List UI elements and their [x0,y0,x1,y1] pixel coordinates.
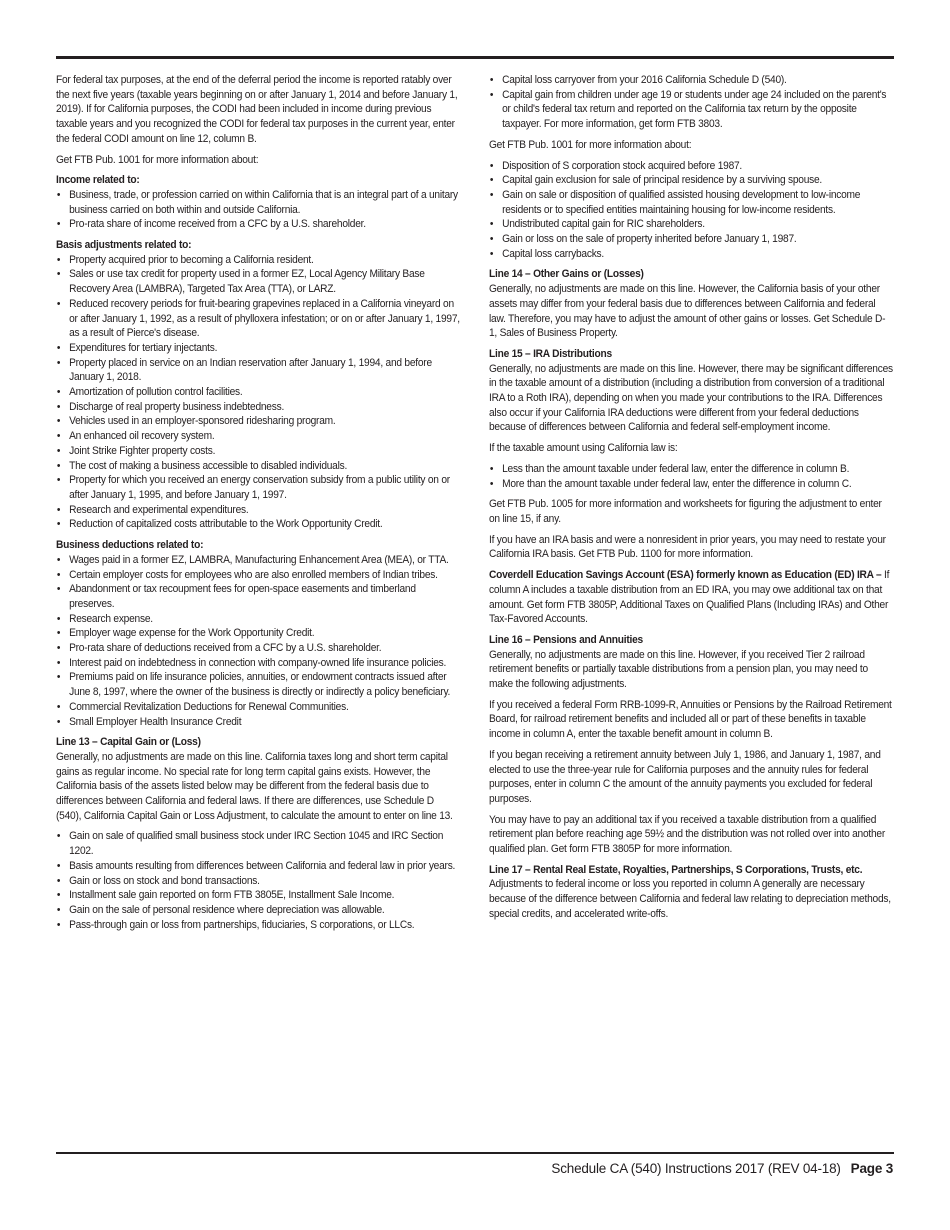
list-item: • Property for which you received an energy conservation subsidy from a public utility on or after January 1, 1995, and before January 1, 1997. [56,473,460,502]
list-item: • More than the amount taxable under federal law, enter the difference in column C. [489,477,893,492]
list-item: • Expenditures for tertiary injectants. [56,341,460,356]
deductions-heading: Business deductions related to: [56,539,204,552]
line16-annuity-text: If you began receiving a retirement annuity between July 1, 1986, and January 1, 1987, and elected to use the three-year rule for California purposes and the annuity rules for federal purposes, enter in column C the amount of the annuity payments you excluded for federal purposes. [489,748,881,805]
line16-text: Generally, no adjustments are made on this line. However, if you received Tier 2 railroad retirement benefits or partially taxable distributions from a pension plan, you may need to make the following adjustments. [489,648,868,691]
list-item: • Gain on sale or disposition of qualified assisted housing development to low-income residents or to specified entities maintaining housing for low-income residents. [489,188,893,217]
list-item: • Basis amounts resulting from differences between California and federal law in prior years. [56,859,460,874]
line15-pub1005-text: Get FTB Pub. 1005 for more information and worksheets for figuring the adjustment to enter on line 15, if any. [489,498,882,525]
income-heading: Income related to: [56,174,140,187]
list-item: • Discharge of real property business indebtedness. [56,400,460,415]
line14-section [489,267,893,341]
list-item: • The cost of making a business accessible to disabled individuals. [56,459,460,474]
line14-heading: Line 14 – Other Gains or (Losses) [489,268,644,281]
line15-list [489,462,893,491]
page-footer [551,1161,893,1176]
list-item: • Pro-rata share of income received from a CFC by a U.S. shareholder. [56,217,460,232]
list-item: • Property acquired prior to becoming a California resident. [56,253,460,268]
list-item: • Capital gain from children under age 19 or students under age 24 included on the parent's or child's federal tax return and reported on the California tax return by the opposite taxpayer. For more information, get form FTB 3803. [489,88,893,132]
list-item: • Capital loss carrybacks. [489,247,893,262]
list-item: • Installment sale gain reported on form FTB 3805E, Installment Sale Income. [56,888,460,903]
list-item: • Sales or use tax credit for property used in a former EZ, Local Agency Military Base Recovery Area (LAMBRA), Targeted Tax Area (TTA), or LARZ. [56,267,460,296]
line17-text: Adjustments to federal income or loss you reported in column A generally are necessary because of the difference between California and federal law relating to depreciation methods, special credits, and accelerated write-offs. [489,878,891,920]
list-item: • Joint Strike Fighter property costs. [56,444,460,459]
right-column [489,73,893,928]
list-item: • Disposition of S corporation stock acquired before 1987. [489,159,893,174]
income-list [56,188,460,232]
list-item: • Reduced recovery periods for fruit-bearing grapevines replaced in a California vineyard on or after January 1, 1992, as a result of phylloxera infestation; or on or after January 1, 1997, as a result of Pierce's disease. [56,297,460,341]
list-item: • Capital loss carryover from your 2016 California Schedule D (540). [489,73,893,88]
header-rule [56,56,894,59]
list-item: • Gain on sale of qualified small business stock under IRC Section 1045 and IRC Section 1202. [56,829,460,858]
line15-ira-basis-text: If you have an IRA basis and were a nonresident in prior years, you may need to restate your California IRA basis. Get FTB Pub. 1100 for more information. [489,533,886,561]
line13-text: Generally, no adjustments are made on this line. California taxes long and short term capital gains as regular income. No special rate for long term capital gains exists. However, the California basis of the assets listed below may be different from the federal basis due to differences between California and federal laws. If there are differences, use Schedule D (540), California Capital Gain or Loss Adjustment, to calculate the amount to enter on line 13. [56,750,453,822]
list-item: • Certain employer costs for employees who are also enrolled members of Indian tribes. [56,568,460,583]
list-item: • Amortization of pollution control facilities. [56,385,460,400]
line17-section [489,863,893,922]
pub1001-note-right: Get FTB Pub. 1001 for more information about: [489,138,692,151]
list-item: • Small Employer Health Insurance Credit [56,715,460,730]
footer-rule [56,1152,894,1154]
list-item: • Employer wage expense for the Work Opportunity Credit. [56,626,460,641]
coverdell-esa-text: If column A includes a taxable distribution from an ED IRA, you may owe additional tax on that amount. Get form FTB 3805P, Additional Taxes on Qualified Plans (Including IRAs) and Other Tax-Favored Accounts. [489,569,890,626]
list-item: • Gain or loss on the sale of property inherited before January 1, 1987. [489,232,893,247]
line16-rrb-text: If you received a federal Form RRB-1099-R, Annuities or Pensions by the Railroad Retirement Board, for railroad retirement benefits and included all or part of these benefits in taxable income in column A, enter the taxable benefit amount in column B. [489,698,892,741]
list-item: • Interest paid on indebtedness in connection with company-owned life insurance policies. [56,656,460,671]
basis-heading: Basis adjustments related to: [56,239,192,252]
line13-section [56,735,460,932]
line16-additional-tax-text: You may have to pay an additional tax if you received a taxable distribution from a qualified retirement plan before reaching age 59½ and the distribution was not rolled over into another qualified plan. Get form FTB 3805P for more information. [489,813,886,856]
line15-if-text: If the taxable amount using California law is: [489,442,678,455]
deductions-list [56,553,460,729]
line13-list [56,829,460,932]
list-item: • Property placed in service on an Indian reservation after January 1, 1994, and before January 1, 2018. [56,356,460,385]
line16-heading: Line 16 – Pensions and Annuities [489,633,643,646]
line15-heading: Line 15 – IRA Distributions [489,347,612,360]
list-item: • Capital gain exclusion for sale of principal residence by a surviving spouse. [489,173,893,188]
list-item: • Gain or loss on stock and bond transactions. [56,874,460,889]
line16-section [489,633,893,857]
deductions-section [56,538,460,729]
basis-list [56,253,460,532]
list-item: • Research and experimental expenditures. [56,503,460,518]
line15-text: Generally, no adjustments are made on this line. However, there may be significant differences in the taxable amount of a distribution (including a distribution from conversion of a traditional IRA to a Roth IRA), depending on when you made your contributions to the IRA. Differences also occur if your California IRA deductions were different from your federal deductions because of differences between California and federal self-employment income. [489,362,893,434]
left-column [56,73,460,938]
list-item: • Wages paid in a former EZ, LAMBRA, Manufacturing Enhancement Area (MEA), or TTA. [56,553,460,568]
coverdell-esa-paragraph [489,568,893,627]
pub1001-list [489,159,893,262]
line17-heading: Line 17 – Rental Real Estate, Royalties, Partnerships, S Corporations, Trusts, etc. [489,863,863,876]
list-item: • Pro-rata share of deductions received from a CFC by a U.S. shareholder. [56,641,460,656]
list-item: • Less than the amount taxable under federal law, enter the difference in column B. [489,462,893,477]
list-item: • Premiums paid on life insurance policies, annuities, or endowment contracts issued after June 8, 1997, where the owner of the business is directly or indirectly a policy beneficiary. [56,670,460,699]
list-item: • Research expense. [56,612,460,627]
list-item: • Pass-through gain or loss from partnerships, fiduciaries, S corporations, or LLCs. [56,918,460,933]
list-item: • Abandonment or tax recoupment fees for open-space easements and timberland preserves. [56,582,460,611]
list-item: • Reduction of capitalized costs attributable to the Work Opportunity Credit. [56,517,460,532]
list-item: • Gain on the sale of personal residence where depreciation was allowable. [56,903,460,918]
list-item: • Commercial Revitalization Deductions for Renewal Communities. [56,700,460,715]
page-number: Page 3 [850,1161,893,1176]
pub1001-note: Get FTB Pub. 1001 for more information about: [56,153,259,166]
capital-gain-continued-list [489,73,893,132]
line15-section [489,347,893,627]
codi-intro-paragraph: For federal tax purposes, at the end of the deferral period the income is reported ratably over the next five years (taxable years beginning on or after January 1, 2014 and before January 1, 2019). If for California purposes, the CODI had been included in income during previous taxable years and you recognized the CODI for federal tax purposes in the current year, enter the federal CODI amount on line 12, column B. [56,74,458,145]
list-item: • An enhanced oil recovery system. [56,429,460,444]
line13-heading: Line 13 – Capital Gain or (Loss) [56,736,201,749]
income-section [56,173,460,232]
coverdell-esa-heading: Coverdell Education Savings Account (ESA) formerly known as Education (ED) IRA – [489,569,882,582]
basis-section [56,238,460,532]
list-item: • Business, trade, or profession carried on within California that is an integral part of a unitary business carried on both within and outside California. [56,188,460,217]
list-item: • Undistributed capital gain for RIC shareholders. [489,217,893,232]
line14-text: Generally, no adjustments are made on this line. However, the California basis of your other assets may differ from your federal basis due to differences between California and federal law. Therefore, you may have to adjust the amount of other gains or losses. Get Schedule D-1, Sales of Business Property. [489,283,886,340]
list-item: • Vehicles used in an employer-sponsored ridesharing program. [56,414,460,429]
footer-title: Schedule CA (540) Instructions 2017 (REV 04-18) [551,1161,841,1176]
